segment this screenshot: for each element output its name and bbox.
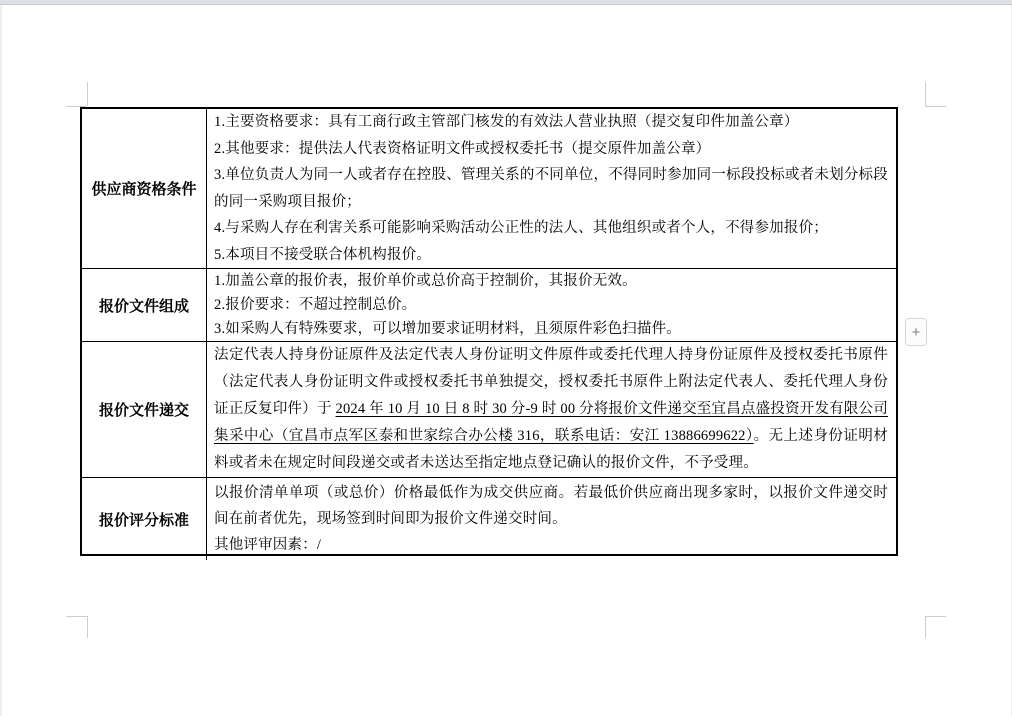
- content-paragraph: [214, 317, 888, 341]
- row-content-cell[interactable]: [207, 269, 896, 341]
- row-header-cell[interactable]: 供应商资格条件: [82, 109, 207, 268]
- spec-table: [80, 107, 898, 556]
- text-segment: 3.如采购人有特殊要求，可以增加要求证明材料，且须原件彩色扫描件。: [214, 321, 681, 337]
- table-row: [82, 109, 896, 269]
- table-row: [82, 342, 896, 478]
- content-paragraph: [214, 342, 888, 477]
- content-paragraph: [214, 532, 888, 558]
- text-segment: 。无上述身份证明材料或者未在规定时间段递交或者未送达至指定地点登记确认的报价文件，不予受理。: [214, 428, 888, 472]
- table-row: [82, 269, 896, 342]
- text-segment: 1.主要资格要求：具有工商行政主管部门核发的有效法人营业执照（提交复印件加盖公章）: [214, 114, 799, 130]
- row-content-cell[interactable]: [207, 109, 896, 268]
- text-segment: 2.其他要求：提供法人代表资格证明文件或授权委托书（提交原件加盖公章）: [214, 140, 711, 157]
- underlined-text-segment: 2024 年 10 月 10 日 8 时 30 分-9 时 00 分将报价文件递交至宜昌点盛投资开发有限公司集采中心（宜昌市点军区泰和世家综合办公楼 316，联系电话：安江 13886699622）: [214, 400, 888, 445]
- content-paragraph: [214, 162, 888, 215]
- content-paragraph: [214, 480, 888, 532]
- insert-row-button[interactable]: [905, 318, 927, 346]
- row-header-cell[interactable]: 报价文件组成: [82, 269, 207, 341]
- plus-icon: +: [911, 323, 921, 341]
- content-paragraph: [214, 269, 888, 293]
- text-segment: 4.与采购人存在利害关系可能影响采购活动公正性的法人、其他组织或者个人，不得参加报价；: [214, 220, 828, 236]
- text-segment: 其他评审因素：/: [214, 537, 322, 553]
- content-paragraph: [214, 136, 888, 163]
- row-content-cell[interactable]: [207, 342, 896, 477]
- text-segment: 1.加盖公章的报价表，报价单价或总价高于控制价，其报价无效。: [214, 273, 637, 289]
- text-segment: 以报价清单单项（或总价）价格最低作为成交供应商。若最低价供应商出现多家时，以报价文件递交时间在前者优先，现场签到时间即为报价文件递交时间。: [214, 485, 888, 527]
- text-segment: 2.报价要求：不超过控制总价。: [214, 297, 417, 313]
- text-segment: 法定代表人持身份证原件及法定代表人身份证明文件原件或委托代理人持身份证原件及授权委托书原件（法定代表人身份证明文件或授权委托书单独提交，授权委托书原件上附法定代表人、委托代理人身份证正反复印件）于: [214, 346, 888, 417]
- page-edge-left: [0, 5, 2, 716]
- content-paragraph: [214, 242, 888, 269]
- table-row: [82, 478, 896, 560]
- window-chrome-strip: [0, 0, 1012, 5]
- row-header-cell[interactable]: 报价评分标准: [82, 478, 207, 560]
- row-header-cell[interactable]: 报价文件递交: [82, 342, 207, 477]
- text-segment: 3.单位负责人为同一人或者存在控股、管理关系的不同单位，不得同时参加同一标段投标或者未划分标段的同一采购项目报价；: [214, 167, 888, 210]
- content-paragraph: [214, 293, 888, 317]
- row-content-cell[interactable]: [207, 478, 896, 560]
- text-segment: 5.本项目不接受联合体机构报价。: [214, 246, 432, 263]
- content-paragraph: [214, 109, 888, 136]
- content-paragraph: [214, 215, 888, 242]
